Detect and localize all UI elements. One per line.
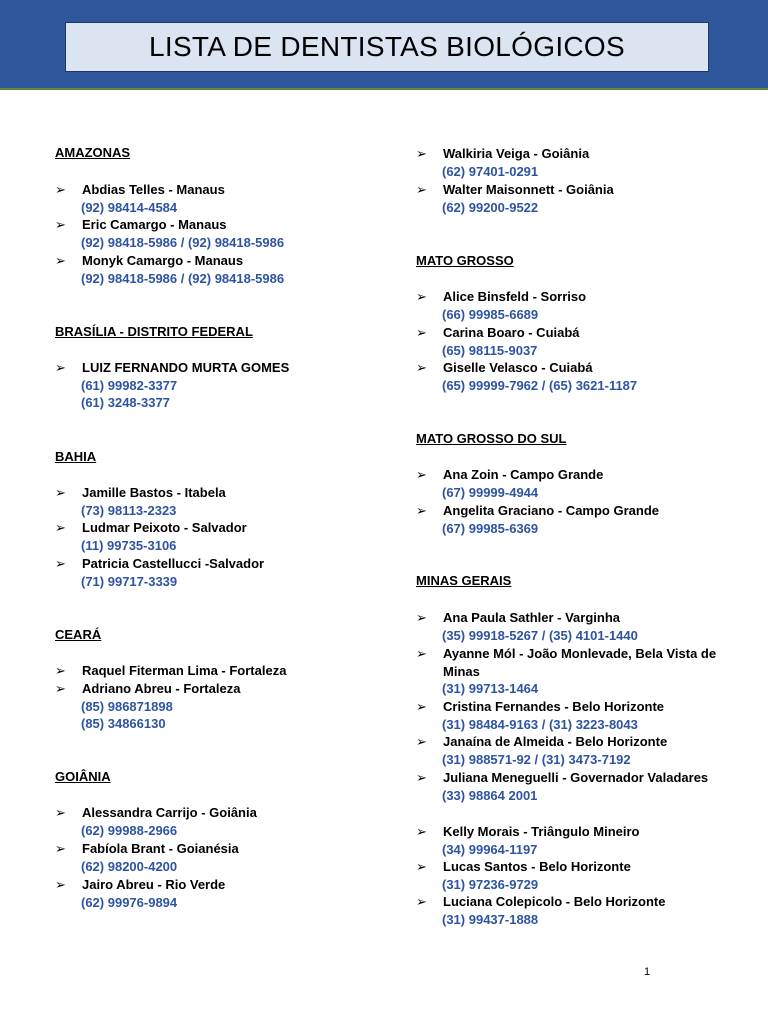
section-heading-ceara: CEARÁ [55,627,102,642]
dentist-name: Patricia Castellucci -Salvador [82,556,265,571]
dentist-entry [416,823,726,858]
dentist-phone: (73) 98113-2323 [81,502,177,518]
dentist-name: Alice Binsfeld - Sorriso [443,289,587,304]
arrow-bullet-icon: ➢ [416,360,427,375]
page-title: LISTA DE DENTISTAS BIOLÓGICOS [149,31,625,62]
dentist-entry [416,181,726,216]
dentist-entry [55,804,375,839]
dentist-phone: (65) 98115-9037 [442,342,538,358]
dentist-entry [416,609,726,644]
dentist-entry [416,645,726,698]
dentist-phone: (61) 99982-3377 [81,377,178,393]
dentist-phone: (71) 99717-3339 [81,573,178,589]
arrow-bullet-icon: ➢ [55,253,66,268]
dentist-entry [55,252,375,287]
dentist-entry [416,359,726,394]
dentist-entry [55,484,375,519]
dentist-phone: (61) 3248-3377 [81,395,170,411]
dentist-name: Kelly Morais - Triângulo Mineiro [443,824,640,839]
dentist-phone: (34) 99964-1197 [442,841,538,857]
arrow-bullet-icon: ➢ [55,841,66,856]
arrow-bullet-icon: ➢ [416,770,427,785]
dentist-phone: (62) 99200-9522 [442,199,539,215]
dentist-name: Angelita Graciano - Campo Grande [443,503,659,518]
dentist-entry [416,288,726,323]
arrow-bullet-icon: ➢ [55,485,66,500]
dentist-phone: (62) 99976-9894 [81,894,178,910]
section-heading-goiania: GOIÂNIA [55,769,111,784]
section-heading-minas-gerais: MINAS GERAIS [416,573,512,588]
dentist-entry [416,502,726,537]
arrow-bullet-icon: ➢ [416,610,427,625]
section-heading-bahia: BAHIA [55,449,97,464]
dentist-phone: (35) 99918-5267 / (35) 4101-1440 [442,627,638,643]
dentist-phone: (62) 99988-2966 [81,822,178,838]
dentist-phone: (31) 99437-1888 [442,911,539,927]
dentist-phone: (31) 98484-9163 / (31) 3223-8043 [442,716,638,732]
arrow-bullet-icon: ➢ [416,646,427,661]
dentist-phone: (92) 98414-4584 [81,199,178,215]
dentist-phone: (33) 98864 2001 [442,787,538,803]
section-heading-amazonas: AMAZONAS [55,145,131,160]
dentist-phone: (31) 988571-92 / (31) 3473-7192 [442,751,631,767]
dentist-phone: (85) 34866130 [81,716,166,732]
dentist-entry [55,876,375,911]
dentist-name: LUIZ FERNANDO MURTA GOMES [82,360,290,375]
dentist-name: Janaína de Almeida - Belo Horizonte [443,734,668,749]
header-band [0,0,768,90]
dentist-name: Carina Boaro - Cuiabá [443,325,580,340]
dentist-name: Ana Paula Sathler - Varginha [443,610,620,625]
dentist-phone: (85) 986871898 [81,698,173,714]
dentist-phone: (66) 99985-6689 [442,306,539,322]
dentist-phone: (11) 99735-3106 [81,537,177,553]
dentist-name: Ayanne Mól - João Monlevade, Bela Vista de Minas [443,646,717,679]
dentist-name: Cristina Fernandes - Belo Horizonte [443,699,665,714]
arrow-bullet-icon: ➢ [55,805,66,820]
dentist-entry [55,555,375,590]
dentist-entry [416,466,726,501]
arrow-bullet-icon: ➢ [416,894,427,909]
dentist-name: Alessandra Carrijo - Goiânia [82,805,257,820]
section-heading-mato-grosso: MATO GROSSO [416,253,514,268]
section-heading-brasilia-distrito-federal: BRASÍLIA - DISTRITO FEDERAL [55,324,253,339]
arrow-bullet-icon: ➢ [55,360,66,375]
arrow-bullet-icon: ➢ [416,503,427,518]
arrow-bullet-icon: ➢ [55,681,66,696]
arrow-bullet-icon: ➢ [416,182,427,197]
dentist-name: Ludmar Peixoto - Salvador [82,520,247,535]
dentist-entry [55,359,375,412]
dentist-entry [416,324,726,359]
arrow-bullet-icon: ➢ [416,734,427,749]
dentist-name: Adriano Abreu - Fortaleza [82,681,241,696]
dentist-name: Walkiria Veiga - Goiânia [443,146,590,161]
page-number: 1 [644,966,651,978]
arrow-bullet-icon: ➢ [416,859,427,874]
dentist-entry [416,698,726,733]
dentist-name: Giselle Velasco - Cuiabá [443,360,593,375]
arrow-bullet-icon: ➢ [55,182,66,197]
dentist-entry [416,733,726,768]
dentist-name: Monyk Camargo - Manaus [82,253,244,268]
dentist-entry [416,858,726,893]
title-box [65,22,709,72]
dentist-name: Walter Maisonnett - Goiânia [443,182,614,197]
dentist-phone: (92) 98418-5986 / (92) 98418-5986 [81,270,285,286]
dentist-phone: (31) 97236-9729 [442,876,539,892]
dentist-name: Luciana Colepicolo - Belo Horizonte [443,894,666,909]
dentist-name: Jairo Abreu - Rio Verde [82,877,226,892]
dentist-entry [55,216,375,251]
section-heading-mato-grosso-do-sul: MATO GROSSO DO SUL [416,431,567,446]
dentist-entry [416,145,726,180]
dentist-name: Juliana Meneguelli - Governador Valadares [443,770,709,785]
arrow-bullet-icon: ➢ [416,146,427,161]
arrow-bullet-icon: ➢ [55,520,66,535]
dentist-entry [55,662,375,680]
arrow-bullet-icon: ➢ [416,699,427,714]
arrow-bullet-icon: ➢ [416,289,427,304]
dentist-phone: (62) 98200-4200 [81,858,178,874]
dentist-name: Lucas Santos - Belo Horizonte [443,859,631,874]
dentist-entry [55,680,375,733]
dentist-entry [416,769,726,804]
arrow-bullet-icon: ➢ [55,556,66,571]
dentist-phone: (92) 98418-5986 / (92) 98418-5986 [81,234,285,250]
dentist-phone: (31) 99713-1464 [442,681,539,697]
dentist-phone: (65) 99999-7962 / (65) 3621-1187 [442,377,638,393]
dentist-entry [55,519,375,554]
arrow-bullet-icon: ➢ [55,663,66,678]
arrow-bullet-icon: ➢ [416,325,427,340]
dentist-name: Raquel Fiterman Lima - Fortaleza [82,663,287,678]
arrow-bullet-icon: ➢ [55,877,66,892]
dentist-name: Abdias Telles - Manaus [82,182,225,197]
arrow-bullet-icon: ➢ [416,467,427,482]
dentist-entry [55,840,375,875]
dentist-phone: (62) 97401-0291 [442,163,539,179]
dentist-entry [416,893,726,928]
dentist-phone: (67) 99999-4944 [442,484,539,500]
dentist-name: Fabíola Brant - Goianésia [82,841,239,856]
dentist-phone: (67) 99985-6369 [442,520,539,536]
dentist-entry [55,181,375,216]
dentist-name: Eric Camargo - Manaus [82,217,227,232]
dentist-name: Jamille Bastos - Itabela [82,485,226,500]
dentist-name: Ana Zoin - Campo Grande [443,467,604,482]
arrow-bullet-icon: ➢ [416,824,427,839]
arrow-bullet-icon: ➢ [55,217,66,232]
